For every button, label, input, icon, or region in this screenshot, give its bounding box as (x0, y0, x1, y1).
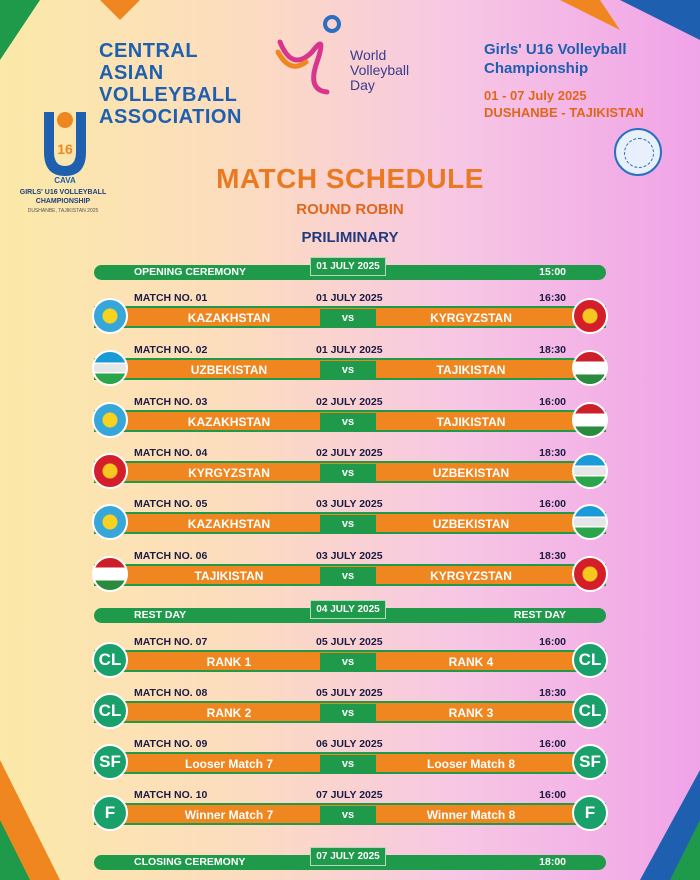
team-home: KAZAKHSTAN (187, 415, 271, 429)
cava-location: DUSHANBE, TAJIKISTAN 2025 (27, 208, 99, 214)
match-row (94, 550, 606, 590)
match-row (94, 789, 606, 829)
match-date: 06 JULY 2025 (316, 738, 383, 750)
page-title: MATCH SCHEDULE (216, 163, 484, 194)
team-away: KYRGYZSTAN (430, 311, 512, 325)
vs-label: vs (320, 755, 376, 773)
team-away: TAJIKISTAN (436, 415, 506, 429)
world-volleyball-day-logo-icon (272, 12, 342, 97)
match-number: MATCH NO. 01 (134, 292, 208, 304)
match-number: MATCH NO. 02 (134, 344, 208, 356)
team-away: RANK 4 (448, 655, 494, 669)
association-title: CENTRAL ASIAN VOLLEYBALL ASSOCIATION (99, 40, 242, 128)
rest-day-bar (94, 604, 606, 623)
match-bar (94, 803, 606, 825)
match-row (94, 687, 606, 727)
match-row (94, 738, 606, 778)
match-header (134, 687, 566, 701)
match-date: 01 JULY 2025 (316, 292, 383, 304)
flag-away-icon (572, 556, 608, 592)
match-row (94, 498, 606, 538)
flag-home-icon (92, 453, 128, 489)
match-time: 16:00 (539, 636, 566, 648)
team-home: KAZAKHSTAN (187, 517, 271, 531)
match-date: 01 JULY 2025 (316, 344, 383, 356)
match-bar (94, 512, 606, 534)
event-label: OPENING CEREMONY (134, 266, 247, 278)
match-row (94, 344, 606, 384)
match-bar (94, 358, 606, 380)
team-home: KYRGYZSTAN (188, 466, 270, 480)
match-time: 16:00 (539, 396, 566, 408)
match-bar (94, 306, 606, 328)
team-home: RANK 1 (206, 655, 252, 669)
event-date: 01 JULY 2025 (310, 257, 386, 276)
event-date: 07 JULY 2025 (310, 847, 386, 866)
team-away: Winner Match 8 (426, 808, 516, 822)
match-number: MATCH NO. 03 (134, 396, 208, 408)
vs-label: vs (320, 464, 376, 482)
match-time: 18:30 (539, 687, 566, 699)
championship-title: Girls' U16 Volleyball Championship (484, 41, 627, 77)
match-number: MATCH NO. 06 (134, 550, 208, 562)
flag-home-icon (92, 556, 128, 592)
world-volleyball-day-text: World Volleyball Day (350, 47, 410, 93)
vs-label: vs (320, 653, 376, 671)
team-away: Looser Match 8 (426, 757, 516, 771)
team-home: RANK 2 (206, 706, 252, 720)
stage-badge-away: F (572, 795, 608, 831)
match-time: 18:30 (539, 447, 566, 459)
cava-subtitle: GIRLS' U16 VOLLEYBALL CHAMPIONSHIP (19, 189, 107, 205)
championship-dates: 01 - 07 July 2025 DUSHANBE - TAJIKISTAN (484, 88, 644, 120)
match-header (134, 344, 566, 358)
match-date: 03 JULY 2025 (316, 550, 383, 562)
stage-badge-away: CL (572, 642, 608, 678)
vs-label: vs (320, 704, 376, 722)
event-label: REST DAY (134, 609, 187, 621)
match-bar (94, 564, 606, 586)
stage-badge-home: CL (92, 693, 128, 729)
vs-label: vs (320, 413, 376, 431)
match-header (134, 396, 566, 410)
flag-away-icon (572, 350, 608, 386)
event-time: 15:00 (539, 266, 566, 278)
flag-away-icon (572, 298, 608, 334)
match-number: MATCH NO. 10 (134, 789, 208, 801)
match-bar (94, 461, 606, 483)
match-header (134, 447, 566, 461)
match-row (94, 636, 606, 676)
match-date: 07 JULY 2025 (316, 789, 383, 801)
match-date: 02 JULY 2025 (316, 447, 383, 459)
match-number: MATCH NO. 09 (134, 738, 208, 750)
match-number: MATCH NO. 05 (134, 498, 208, 510)
team-away: TAJIKISTAN (436, 363, 506, 377)
match-date: 05 JULY 2025 (316, 636, 383, 648)
event-time: 18:00 (539, 856, 566, 868)
match-row (94, 447, 606, 487)
match-bar (94, 701, 606, 723)
match-header (134, 636, 566, 650)
match-number: MATCH NO. 07 (134, 636, 208, 648)
stage-label: PRILIMINARY (301, 229, 399, 246)
cava-logo-abbr: CAVA (54, 176, 76, 185)
team-away: UZBEKISTAN (432, 466, 510, 480)
vs-label: vs (320, 309, 376, 327)
vs-label: vs (320, 806, 376, 824)
stage-badge-home: CL (92, 642, 128, 678)
match-header (134, 550, 566, 564)
cava-logo-number: 16 (57, 141, 73, 157)
team-home: KAZAKHSTAN (187, 311, 271, 325)
team-home: Looser Match 7 (184, 757, 274, 771)
match-date: 03 JULY 2025 (316, 498, 383, 510)
flag-home-icon (92, 504, 128, 540)
match-time: 16:00 (539, 789, 566, 801)
team-away: KYRGYZSTAN (430, 569, 512, 583)
event-label-right: REST DAY (513, 609, 566, 621)
stage-badge-away: SF (572, 744, 608, 780)
vs-label: vs (320, 515, 376, 533)
flag-home-icon (92, 350, 128, 386)
match-time: 18:30 (539, 550, 566, 562)
match-bar (94, 752, 606, 774)
match-header (134, 498, 566, 512)
flag-away-icon (572, 504, 608, 540)
vs-label: vs (320, 567, 376, 585)
flag-away-icon (572, 402, 608, 438)
match-bar (94, 650, 606, 672)
match-header (134, 738, 566, 752)
page-subtitle: ROUND ROBIN (296, 201, 404, 218)
stage-badge-home: SF (92, 744, 128, 780)
match-time: 18:30 (539, 344, 566, 356)
flag-home-icon (92, 402, 128, 438)
match-row (94, 292, 606, 332)
team-away: RANK 3 (448, 706, 494, 720)
match-header (134, 789, 566, 803)
match-number: MATCH NO. 08 (134, 687, 208, 699)
opening-ceremony-bar (94, 261, 606, 280)
closing-ceremony-bar (94, 851, 606, 870)
event-label: CLOSING CEREMONY (134, 856, 246, 868)
match-row (94, 396, 606, 436)
stage-badge-home: F (92, 795, 128, 831)
team-home: UZBEKISTAN (190, 363, 268, 377)
flag-home-icon (92, 298, 128, 334)
match-date: 05 JULY 2025 (316, 687, 383, 699)
flag-away-icon (572, 453, 608, 489)
stage-badge-away: CL (572, 693, 608, 729)
vs-label: vs (320, 361, 376, 379)
event-date: 04 JULY 2025 (310, 600, 386, 619)
team-away: UZBEKISTAN (432, 517, 510, 531)
team-home: TAJIKISTAN (194, 569, 264, 583)
team-home: Winner Match 7 (184, 808, 274, 822)
match-date: 02 JULY 2025 (316, 396, 383, 408)
match-time: 16:00 (539, 738, 566, 750)
match-number: MATCH NO. 04 (134, 447, 208, 459)
match-bar (94, 410, 606, 432)
match-header (134, 292, 566, 306)
match-time: 16:30 (539, 292, 566, 304)
match-time: 16:00 (539, 498, 566, 510)
